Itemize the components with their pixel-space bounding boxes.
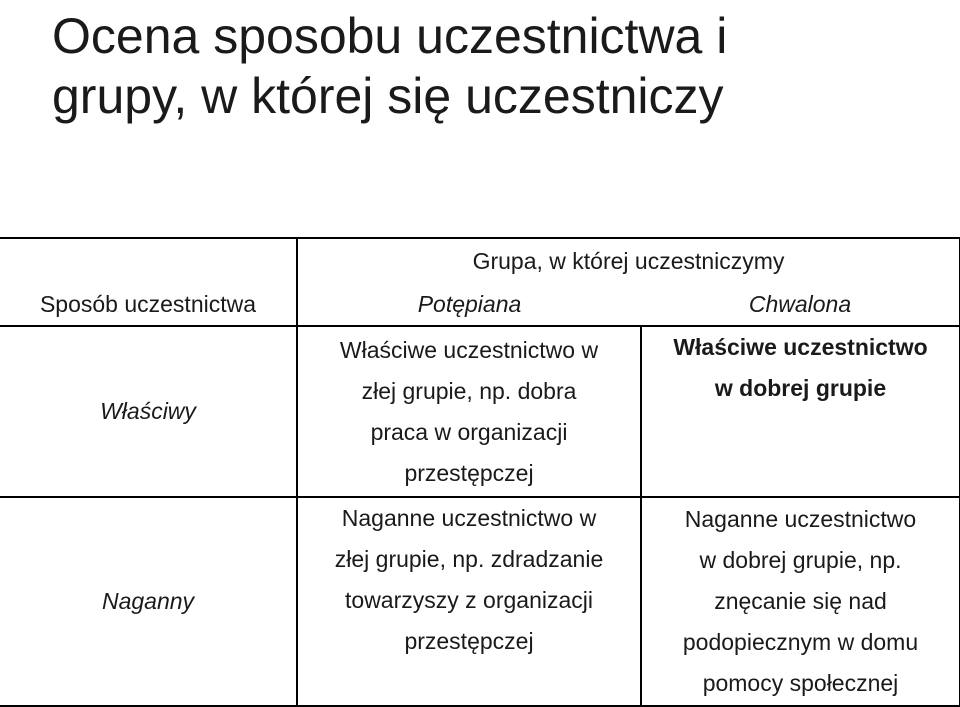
cell-condemned: [297, 497, 641, 706]
slide-title-line-1: Ocena sposobu uczestnictwa i: [52, 8, 728, 64]
row-label-cell: [0, 326, 297, 497]
column-header-praised: Chwalona: [748, 291, 852, 317]
cell-condemned-text: Właściwe uczestnictwo w złej grupie, np. dobra praca w organizacji przestępczej: [339, 336, 599, 486]
column-header-condemned: Potępiana: [417, 291, 522, 317]
table-row: [0, 326, 960, 497]
table-header-row-group: [0, 238, 960, 284]
column-header-praised-cell: [641, 284, 960, 326]
cell-condemned-text: Naganne uczestnictwo w złej grupie, np. zdradzanie towarzyszy z organizacji przestępczej: [334, 505, 604, 654]
row-label: Właściwy: [100, 398, 196, 424]
cell-praised-text: Naganne uczestnictwo w dobrej grupie, np. znęcanie się nad podopiecznym w domu pomocy społecznej: [682, 506, 919, 696]
group-header-cell: [297, 238, 960, 284]
cell-praised: [641, 497, 960, 706]
table-header-row-columns: [0, 284, 960, 326]
slide-title-line-2: grupy, w której się uczestniczy: [52, 68, 724, 124]
cell-condemned: [297, 326, 641, 497]
slide-title: [52, 6, 952, 126]
cell-praised-text: Właściwe uczestnictwo w dobrej grupie: [673, 334, 928, 401]
participation-table: [0, 237, 960, 707]
empty-corner-cell: [0, 238, 297, 284]
column-header-condemned-cell: [297, 284, 641, 326]
cell-praised: [641, 326, 960, 497]
row-label: Naganny: [101, 588, 195, 614]
row-header-label-cell: [0, 284, 297, 326]
row-label-cell: [0, 497, 297, 706]
row-header-label: Sposób uczestnictwa: [39, 291, 257, 317]
table-row: [0, 497, 960, 706]
group-header-label: Grupa, w której uczestniczymy: [472, 248, 785, 274]
